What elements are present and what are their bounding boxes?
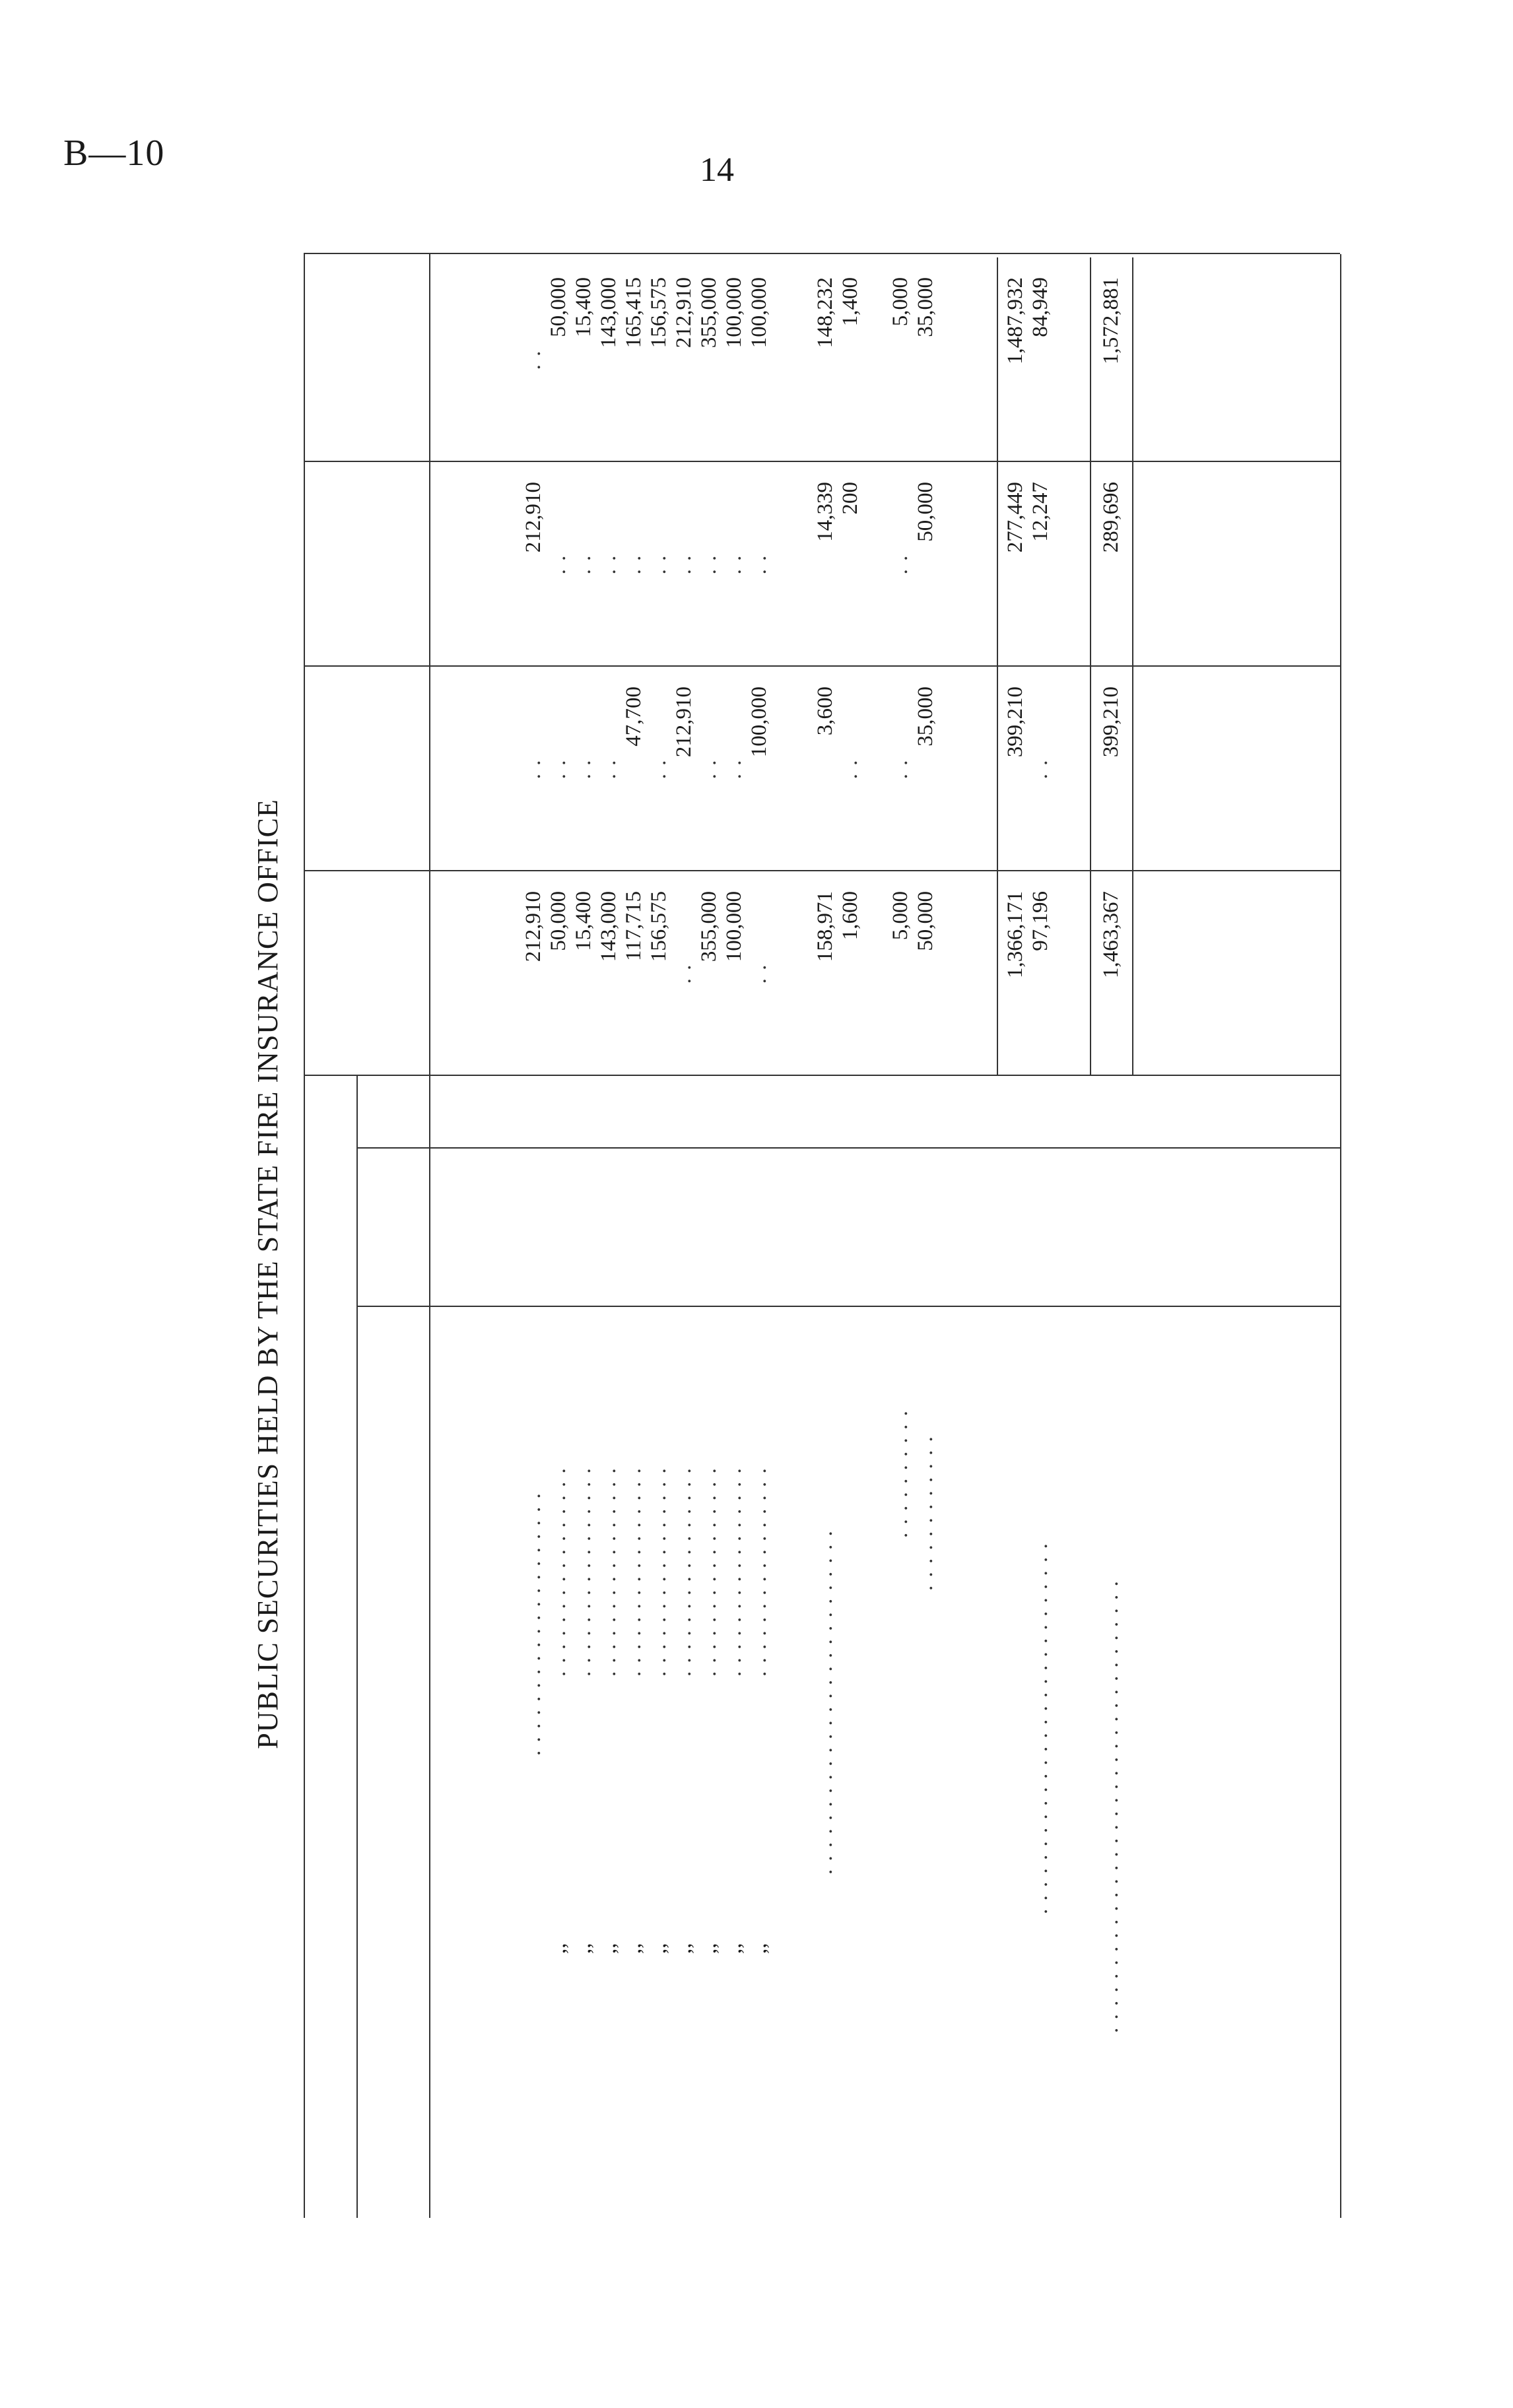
row-nature-ditto: ,, <box>697 1943 721 1954</box>
row-held-1950: 355,000 <box>697 277 721 349</box>
row-nature-ditto: ,, <box>647 1943 671 1954</box>
row-held-1949: 143,000 <box>597 891 621 962</box>
row-held-1949: 158,971 <box>813 891 837 962</box>
total-rule-sold <box>1090 462 1091 667</box>
row-purchased: . . <box>722 758 746 780</box>
row-leader: . . . . . . . . . . . . . . . . . . . . . . . . . . <box>813 1529 837 1875</box>
row-purchased: . . <box>597 758 621 780</box>
row-held-1950: 35,000 <box>914 277 937 337</box>
total-rule-pur <box>1090 667 1091 871</box>
row-held-1949: 212,910 <box>521 891 545 962</box>
row-nature-ditto: ,, <box>622 1943 646 1954</box>
subtotal-rule-pur <box>997 667 998 871</box>
row-held-1950: . . <box>521 349 545 370</box>
row-held-1950: 1,400 <box>838 277 862 327</box>
total-leader: . . . . . . . . . . . . . . . . . . . . . . . . . . . . . . . . . . <box>1099 1580 1123 2033</box>
row-sold: . . <box>572 554 595 575</box>
subtotal-rule-h50 <box>997 257 998 462</box>
page-code: B—10 <box>63 133 165 174</box>
row-held-1949: 50,000 <box>547 891 570 951</box>
row-sold: 14,339 <box>813 482 837 542</box>
row-leader: . . . . . . . . . . . . . . . . <box>572 1467 595 1677</box>
row-sold: . . <box>697 554 721 575</box>
subtotal-held-1950: 1,487,932 <box>1003 277 1027 364</box>
page-number: 14 <box>700 151 734 189</box>
total-rule-h50 <box>1090 257 1091 462</box>
row-purchased: 35,000 <box>914 686 937 747</box>
row-held-1950: 100,000 <box>722 277 746 349</box>
row-sold: . . <box>889 554 912 575</box>
row-held-1949: 50,000 <box>914 891 937 951</box>
row-sold: . . <box>672 554 696 575</box>
row-leader: . . . . . . . . . . . . . . . . <box>647 1467 671 1677</box>
land-purchased: . . <box>1028 758 1052 780</box>
total-double-rule-pur <box>1132 667 1133 871</box>
row-held-1949: . . <box>747 963 771 984</box>
row-leader: . . . . . . . . . . . . . . . . <box>672 1467 696 1677</box>
row-leader: . . . . . . . . . . . . <box>914 1435 937 1591</box>
table-title: PUBLIC SECURITIES HELD BY THE STATE FIRE INSURANCE OFFICE <box>252 799 284 1749</box>
row-held-1950: 15,400 <box>572 277 595 337</box>
securities-table <box>251 132 1366 2244</box>
row-nature-ditto: ,, <box>597 1943 621 1954</box>
land-leader: . . . . . . . . . . . . . . . . . . . . . . . . . . . . <box>1028 1542 1052 1914</box>
total-purchased: 399,210 <box>1099 686 1123 758</box>
total-double-rule-h49 <box>1132 871 1133 1076</box>
row-held-1950: 5,000 <box>889 277 912 327</box>
row-leader: . . . . . . . . . . . . . . . . <box>547 1467 570 1677</box>
row-leader: . . . . . . . . . . . . . . . . <box>697 1467 721 1677</box>
row-held-1949: . . <box>672 963 696 984</box>
row-purchased: 100,000 <box>747 686 771 758</box>
row-nature-ditto: ,, <box>747 1943 771 1954</box>
subtotal-rule-h49 <box>997 871 998 1076</box>
row-held-1949: 156,575 <box>647 891 671 962</box>
row-held-1950: 212,910 <box>672 277 696 349</box>
row-held-1949: 15,400 <box>572 891 595 951</box>
total-double-rule-h50 <box>1132 257 1133 462</box>
total-held-1950: 1,572,881 <box>1099 277 1123 364</box>
row-purchased: . . <box>697 758 721 780</box>
row-leader: . . . . . . . . . . . . . . . . <box>622 1467 646 1677</box>
row-held-1949: 5,000 <box>889 891 912 941</box>
row-nature-ditto: ,, <box>547 1943 570 1954</box>
row-nature-ditto: ,, <box>722 1943 746 1954</box>
row-purchased: . . <box>572 758 595 780</box>
row-leader: . . . . . . . . . . . . . . . . <box>722 1467 746 1677</box>
row-purchased: 212,910 <box>672 686 696 758</box>
row-held-1949: 355,000 <box>697 891 721 962</box>
row-sold: . . <box>547 554 570 575</box>
row-leader: . . . . . . . . . . . . . . . . . . . . <box>521 1492 545 1756</box>
row-purchased: . . <box>547 758 570 780</box>
column-rule-rate <box>356 1147 1340 1149</box>
total-sold: 289,696 <box>1099 482 1123 553</box>
land-held-1949: 97,196 <box>1028 891 1052 951</box>
land-sold: 12,247 <box>1028 482 1052 542</box>
row-held-1950: 50,000 <box>547 277 570 337</box>
total-held-1949: 1,463,367 <box>1099 891 1123 978</box>
table-bottom-rule <box>1340 254 1341 2218</box>
row-held-1950: 156,575 <box>647 277 671 349</box>
header-top-rule <box>304 254 305 2218</box>
row-purchased: 47,700 <box>622 686 646 747</box>
row-sold: . . <box>597 554 621 575</box>
subtotal-held-1949: 1,366,171 <box>1003 891 1027 978</box>
subtotal-purchased: 399,210 <box>1003 686 1027 758</box>
row-held-1950: 100,000 <box>747 277 771 349</box>
particulars-underline <box>356 1076 358 2218</box>
row-purchased: 3,600 <box>813 686 837 736</box>
row-sold: . . <box>747 554 771 575</box>
row-leader: . . . . . . . . . . . . . . . . <box>597 1467 621 1677</box>
row-held-1950: 148,232 <box>813 277 837 349</box>
row-purchased: . . <box>889 758 912 780</box>
total-rule-h49 <box>1090 871 1091 1076</box>
row-sold: . . <box>647 554 671 575</box>
land-held-1950: 84,949 <box>1028 277 1052 337</box>
total-double-rule-sold <box>1132 462 1133 667</box>
row-held-1950: 165,415 <box>622 277 646 349</box>
subtotal-rule-sold <box>997 462 998 667</box>
row-held-1949: 100,000 <box>722 891 746 962</box>
row-leader: . . . . . . . . . . <box>889 1409 912 1538</box>
row-held-1950: 143,000 <box>597 277 621 349</box>
row-leader: . . . . . . . . . . . . . . . . <box>747 1467 771 1677</box>
row-purchased: . . <box>647 758 671 780</box>
column-rule-maturity <box>356 1306 1340 1307</box>
column-rule-right <box>304 253 1340 254</box>
row-sold: . . <box>722 554 746 575</box>
row-sold: 50,000 <box>914 482 937 542</box>
row-sold: . . <box>622 554 646 575</box>
header-bottom-rule <box>429 254 430 2218</box>
row-sold: 200 <box>838 482 862 515</box>
row-purchased: . . <box>521 758 545 780</box>
row-purchased: . . <box>838 758 862 780</box>
subtotal-sold: 277,449 <box>1003 482 1027 553</box>
row-held-1949: 1,600 <box>838 891 862 941</box>
row-nature-ditto: ,, <box>672 1943 696 1954</box>
row-nature-ditto: ,, <box>572 1943 595 1954</box>
row-sold: 212,910 <box>521 482 545 553</box>
row-held-1949: 117,715 <box>622 891 646 962</box>
